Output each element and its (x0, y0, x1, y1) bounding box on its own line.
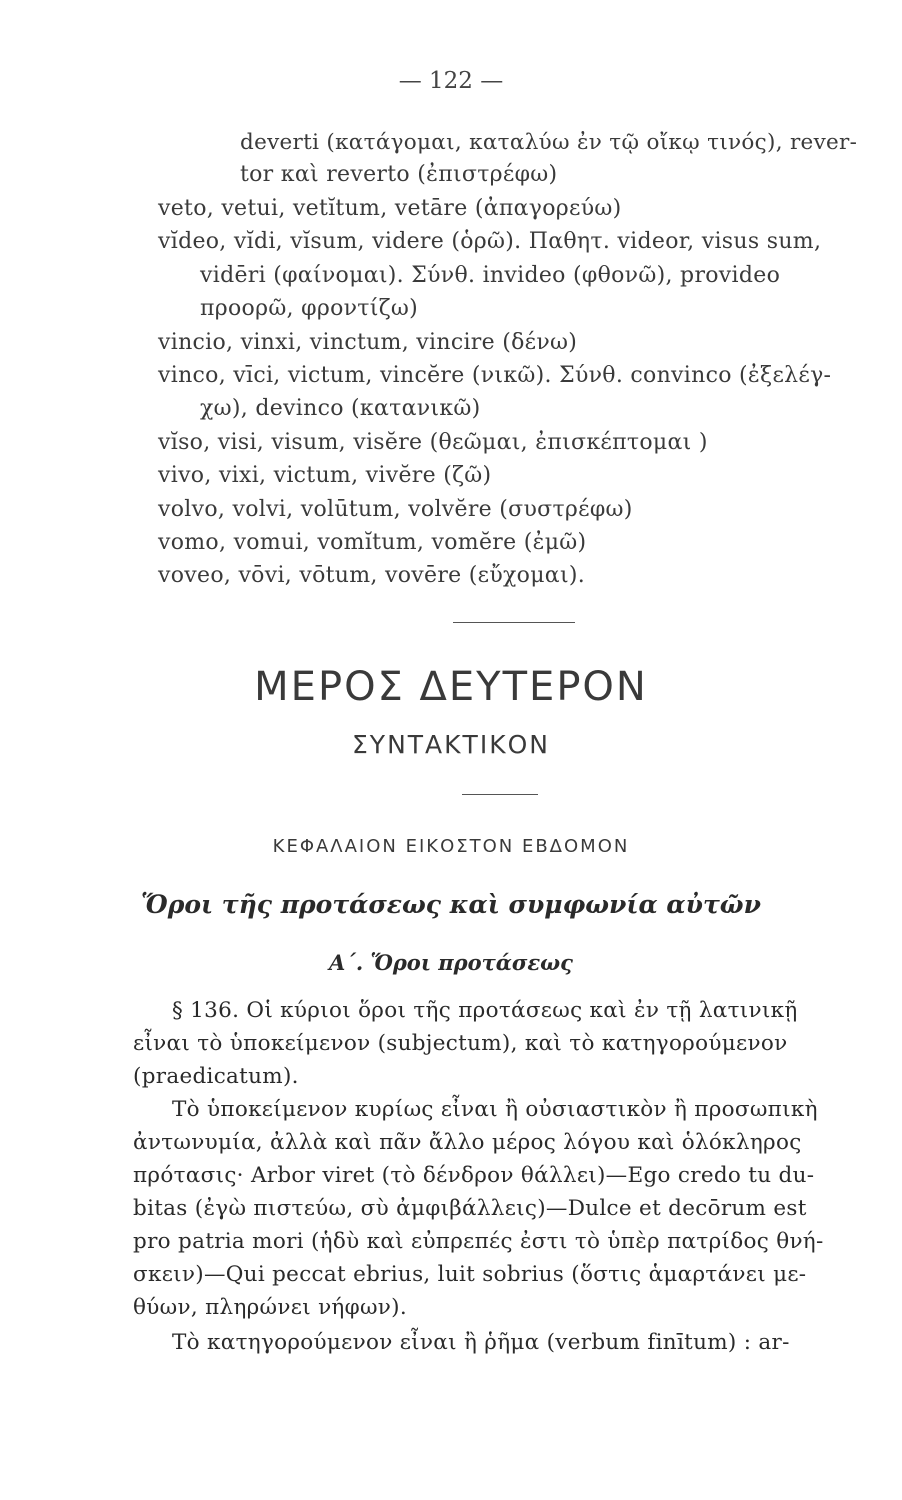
verb-list-line: vincio, vinxi, vinctum, vincire (δένω) (158, 330, 578, 355)
verb-list-line: vomo, vomui, vomĭtum, vomĕre (ἐμῶ) (158, 530, 587, 555)
body-line: (praedicatum). (133, 1064, 299, 1089)
body-line: pro patria mori (ἡδὺ καὶ εὐπρεπές ἐστι τὸ ὑπὲρ πατρίδος θνή- (133, 1229, 824, 1254)
verb-list-line: vĭso, visi, visum, visĕre (θεῶμαι, ἐπισκέπτομαι ) (158, 430, 708, 455)
part-subtitle: ΣΥΝΤΑΚΤΙΚΟΝ (352, 730, 550, 759)
body-line: Τὸ ὑποκείμενον κυρίως εἶναι ἢ οὐσιαστικὸν ἢ προσωπικὴ (172, 1097, 818, 1122)
verb-list-line: volvo, volvi, volūtum, volvĕre (συστρέφω) (158, 497, 633, 522)
verb-list-line: χω), devinco (κατανικῶ) (200, 396, 481, 421)
body-line: ἀντωνυμία, ἀλλὰ καὶ πᾶν ἄλλο μέρος λόγου καὶ ὁλόκληρος (133, 1130, 802, 1155)
part-title: ΜΕΡΟΣ ΔΕΥΤΕΡΟΝ (254, 664, 648, 710)
divider-rule (462, 794, 538, 795)
verb-list-line: προορῶ, φροντίζω) (200, 296, 419, 321)
chapter-title: ΚΕΦΑΛΑΙΟΝ ΕΙΚΟΣΤΟΝ ΕΒΔΟΜΟΝ (272, 836, 630, 857)
verb-list-line: tor καὶ reverto (ἐπιστρέφω) (240, 162, 558, 187)
verb-list-line: vidēri (φαίνομαι). Σύνθ. invideo (φθονῶ), provideo (200, 263, 781, 288)
body-line: πρότασις· Arbor viret (τὸ δένδρον θάλλει)—Ego credo tu du- (133, 1163, 815, 1188)
verb-list-line: veto, vetui, vetĭtum, vetāre (ἀπαγορεύω) (158, 196, 622, 221)
verb-list-line: vĭdeo, vĭdi, vĭsum, videre (ὁρῶ). Παθητ. videor, visus sum, (158, 229, 822, 254)
body-line: Τὸ κατηγορούμενον εἶναι ἢ ῥῆμα (verbum finītum) : ar- (172, 1330, 790, 1355)
divider-rule (453, 622, 575, 623)
verb-list-line: vinco, vīci, victum, vincĕre (νικῶ). Σύνθ. convinco (ἐξελέγ- (158, 363, 832, 388)
body-line: § 136. Οἱ κύριοι ὅροι τῆς προτάσεως καὶ ἐν τῇ λατινικῇ (172, 998, 798, 1023)
body-line: σκειν)—Qui peccat ebrius, luit sobrius (ὅστις ἁμαρτάνει με- (133, 1262, 807, 1287)
body-line: θύων, πληρώνει νήφων). (133, 1295, 407, 1320)
verb-list-line: vivo, vixi, victum, vivĕre (ζῶ) (158, 463, 492, 488)
body-line: εἶναι τὸ ὑποκείμενον (subjectum), καὶ τὸ κατηγορούμενον (133, 1031, 788, 1056)
subsection-title: Α΄. Ὅροι προτάσεως (329, 950, 573, 975)
verb-list-line: deverti (κατάγομαι, καταλύω ἐν τῷ οἴκῳ τινός), rever- (240, 130, 858, 155)
page-number: — 122 — (398, 68, 504, 94)
section-title: Ὅροι τῆς προτάσεως καὶ συμφωνία αὐτῶν (141, 890, 761, 919)
verb-list-line: voveo, vōvi, vōtum, vovēre (εὔχομαι). (158, 563, 586, 588)
body-line: bitas (ἐγὼ πιστεύω, σὺ ἀμφιβάλλεις)—Dulce et decōrum est (133, 1196, 807, 1221)
